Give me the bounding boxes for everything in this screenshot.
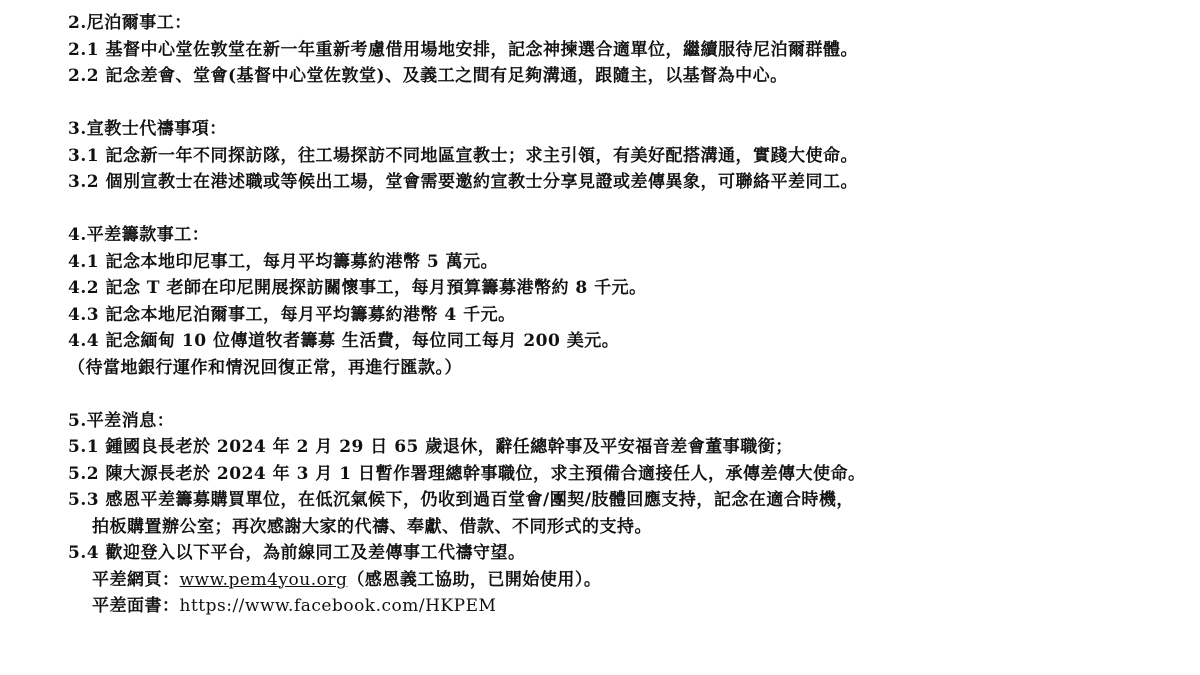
section-5-item-4: 5.4 歡迎登入以下平台，為前線同工及差傳事工代禱守望。 bbox=[68, 543, 526, 563]
website-link[interactable]: www.pem4you.org bbox=[179, 569, 348, 590]
section-4-item-2: 4.2 記念 T 老師在印尼開展探訪關懷事工，每月預算籌募港幣約 8 千元。 bbox=[68, 278, 647, 298]
section-2-item-2: 2.2 記念差會、堂會(基督中心堂佐敦堂)、及義工之間有足夠溝通，跟隨主，以基督為中心。 bbox=[68, 66, 788, 86]
section-4-item-3: 4.3 記念本地尼泊爾事工，每月平均籌募約港幣 4 千元。 bbox=[68, 304, 516, 325]
spacer bbox=[68, 196, 1188, 223]
spacer bbox=[68, 381, 1188, 408]
website-row bbox=[68, 567, 1188, 594]
section-5-item-1: 5.1 鍾國良長老於 2024 年 2 月 29 日 65 歲退休，辭任總幹事及平安福音差會董事職銜； bbox=[68, 437, 793, 457]
section-5-item-2: 5.2 陳大源長老於 2024 年 3 月 1 日暫作署理總幹事職位，求主預備合適接任人，承傳差傳大使命。 bbox=[68, 463, 866, 484]
website-label: 平差網頁： bbox=[92, 569, 180, 590]
section-4-note: （待當地銀行運作和情況回復正常，再進行匯款。） bbox=[68, 357, 462, 378]
section-5-heading: 5.平差消息： bbox=[68, 410, 175, 431]
section-2-heading: 2.尼泊爾事工： bbox=[68, 13, 192, 33]
section-4-item-4: 4.4 記念緬甸 10 位傳道牧者籌募 生活費，每位同工每月 200 美元。 bbox=[68, 331, 620, 351]
facebook-row bbox=[68, 593, 1188, 620]
section-3-item-2: 3.2 個別宣教士在港述職或等候出工場，堂會需要邀約宣教士分享見證或差傳異象，可聯絡平差同工。 bbox=[68, 172, 858, 192]
section-5-item-3-line-1: 5.3 感恩平差籌募購買單位，在低沉氣候下，仍收到過百堂會/團契/肢體回應支持，記念在適合時機， bbox=[68, 490, 854, 510]
website-note: （感恩義工協助，已開始使用）。 bbox=[347, 569, 602, 590]
facebook-url[interactable]: https://www.facebook.com/HKPEM bbox=[179, 596, 497, 616]
section-4-heading: 4.平差籌款事工： bbox=[68, 225, 210, 245]
document-body bbox=[68, 10, 1188, 620]
section-3-item-1: 3.1 記念新一年不同探訪隊，往工場探訪不同地區宣教士；求主引領，有美好配搭溝通，實踐大使命。 bbox=[68, 145, 858, 166]
section-5-item-3-line-2: 拍板購置辦公室；再次感謝大家的代禱、奉獻、借款、不同形式的支持。 bbox=[92, 516, 652, 537]
spacer bbox=[68, 90, 1188, 117]
facebook-label: 平差面書： bbox=[92, 596, 180, 616]
section-3-heading: 3.宣教士代禱事項： bbox=[68, 119, 227, 139]
section-4-item-1: 4.1 記念本地印尼事工，每月平均籌募約港幣 5 萬元。 bbox=[68, 251, 499, 272]
section-2-item-1: 2.1 基督中心堂佐敦堂在新一年重新考慮借用場地安排，記念神揀選合適單位，繼續服待尼泊爾群體。 bbox=[68, 39, 858, 60]
